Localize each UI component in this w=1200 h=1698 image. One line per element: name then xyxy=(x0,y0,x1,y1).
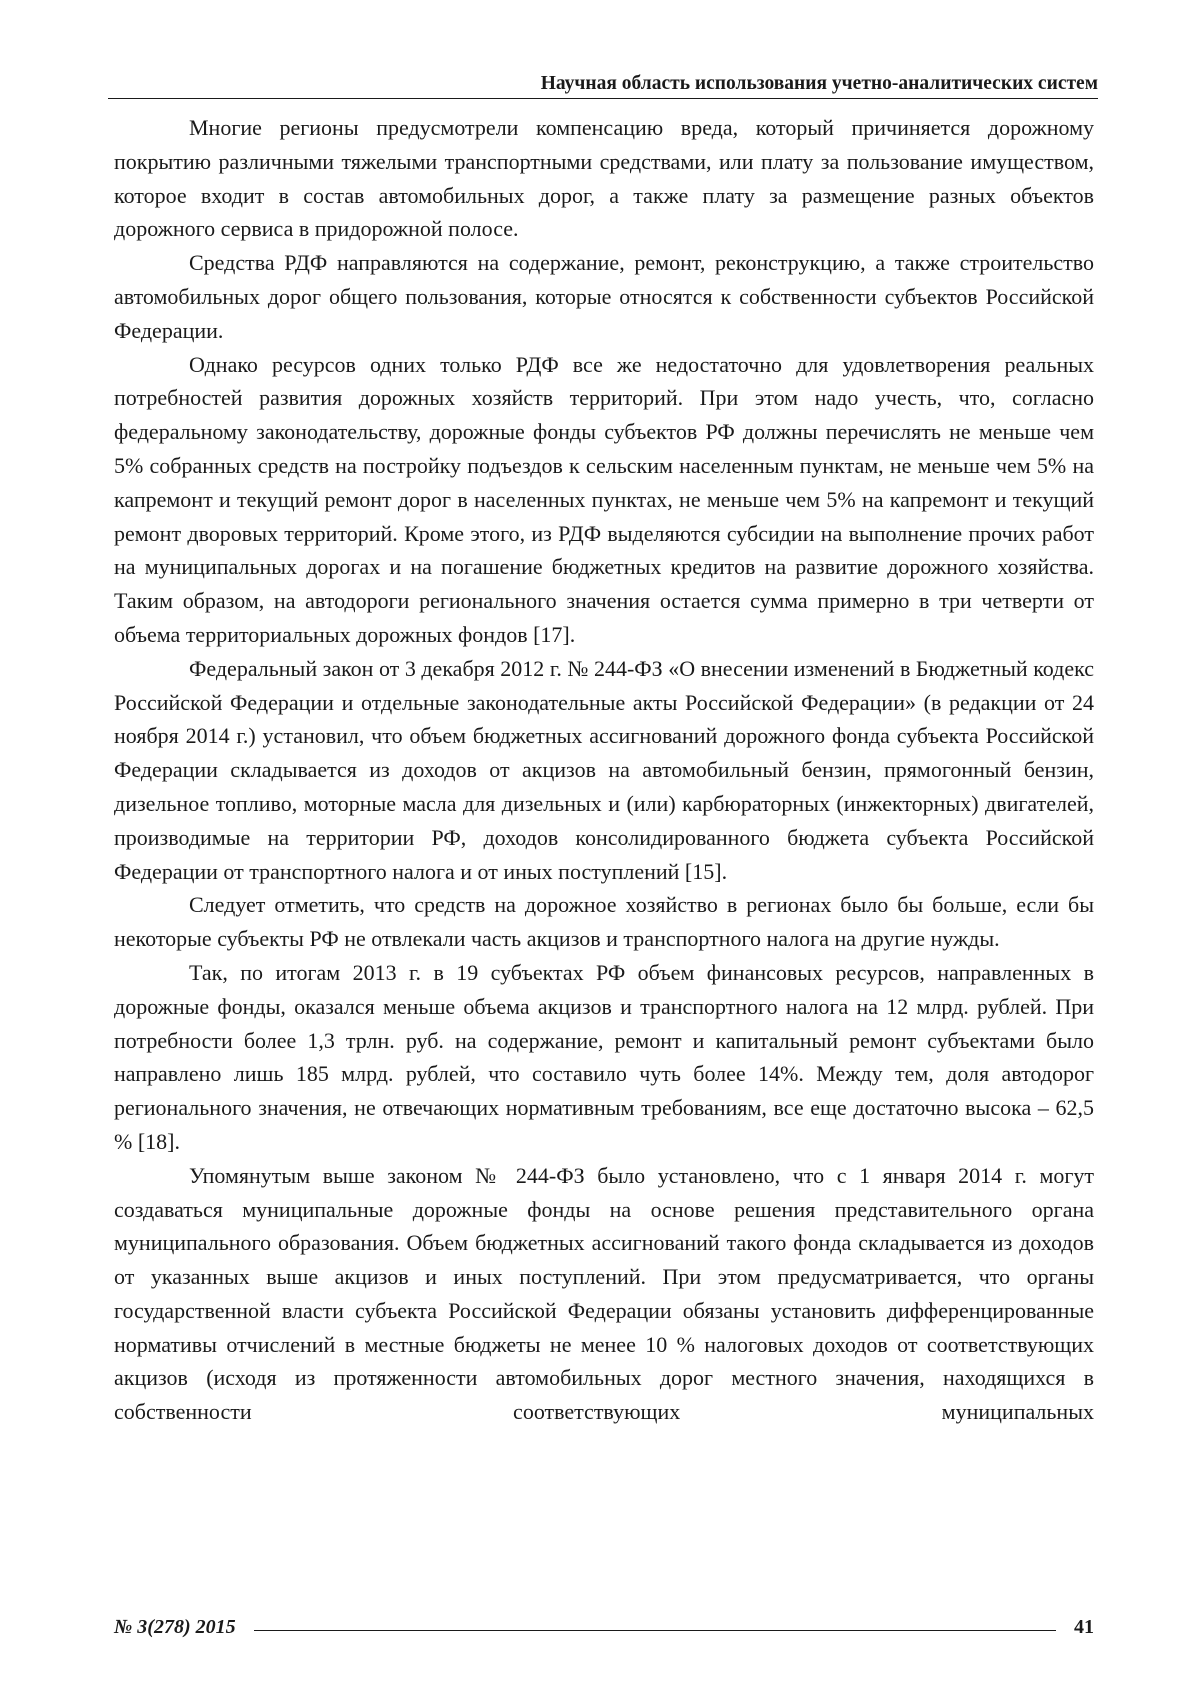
paragraph: Многие регионы предусмотрели компенсацию вреда, который причиняется дорожному покрытию различными тяжелыми транспортными средствами, или плату за пользование имуществом, которое входит в состав автомобильных дорог, а также плату за размещение разных объектов дорожного сервиса в придорожной полосе. xyxy=(114,111,1094,246)
issue-number: № 3(278) 2015 xyxy=(114,1616,236,1639)
paragraph: Федеральный закон от 3 декабря 2012 г. № 244-ФЗ «О внесении изменений в Бюджетный кодекс Российской Федерации и отдельные законодательные акты Российской Федерации» (в редакции от 24 ноября 2014 г.) установил, что объем бюджетных ассигнований дорожного фонда субъекта Российской Федерации складывается из доходов от акцизов на автомобильный бензин, прямогонный бензин, дизельное топливо, моторные масла для дизельных и (или) карбюраторных (инжекторных) двигателей, производимые на территории РФ, доходов консолидированного бюджета субъекта Российской Федерации от транспортного налога и от иных поступлений [15]. xyxy=(114,652,1094,889)
document-page xyxy=(0,0,1200,1698)
paragraph: Так, по итогам 2013 г. в 19 субъектах РФ объем финансовых ресурсов, направленных в дорожные фонды, оказался меньше объема акцизов и транспортного налога на 12 млрд. рублей. При потребности более 1,3 трлн. руб. на содержание, ремонт и капитальный ремонт субъектами было направлено лишь 185 млрд. рублей, что составило чуть более 14%. Между тем, доля автодорог регионального значения, не отвечающих нормативным требованиям, все еще достаточно высока – 62,5 % [18]. xyxy=(114,956,1094,1159)
paragraph-last: Упомянутым выше законом № 244-ФЗ было установлено, что с 1 января 2014 г. могут создаваться муниципальные дорожные фонды на основе решения представительного органа муниципального образования. Объем бюджетных ассигнований такого фонда складывается из доходов от указанных выше акцизов и иных поступлений. При этом предусматривается, что органы государственной власти субъекта Российской Федерации обязаны установить дифференцированные нормативы отчислений в местные бюджеты не менее 10 % налоговых доходов от соответствующих акцизов (исходя из протяженности автомобильных дорог местного значения, находящихся в собственности соответствующих муниципальных xyxy=(114,1159,1094,1429)
paragraph: Средства РДФ направляются на содержание, ремонт, реконструкцию, а также строительство автомобильных дорог общего пользования, которые относятся к собственности субъектов Российской Федерации. xyxy=(114,246,1094,347)
paragraph: Однако ресурсов одних только РДФ все же недостаточно для удовлетворения реальных потребностей развития дорожных хозяйств территорий. При этом надо учесть, что, согласно федеральному законодательству, дорожные фонды субъектов РФ должны перечислять не меньше чем 5% собранных средств на постройку подъездов к сельским населенным пунктам, не меньше чем 5% на капремонт и текущий ремонт дорог в населенных пунктах, не меньше чем 5% на капремонт и текущий ремонт дворовых территорий. Кроме этого, из РДФ выделяются субсидии на выполнение прочих работ на муниципальных дорогах и на погашение бюджетных кредитов на развитие дорожного хозяйства. Таким образом, на автодороги регионального значения остается сумма примерно в три четверти от объема территориальных дорожных фондов [17]. xyxy=(114,348,1094,652)
running-header: Научная область использования учетно-аналитических систем xyxy=(108,72,1098,99)
footer-rule xyxy=(254,1630,1056,1631)
page-footer xyxy=(114,1612,1094,1642)
page-number: 41 xyxy=(1074,1616,1094,1639)
paragraph: Следует отметить, что средств на дорожное хозяйство в регионах было бы больше, если бы некоторые субъекты РФ не отвлекали часть акцизов и транспортного налога на другие нужды. xyxy=(114,888,1094,956)
body-text xyxy=(114,111,1094,1429)
